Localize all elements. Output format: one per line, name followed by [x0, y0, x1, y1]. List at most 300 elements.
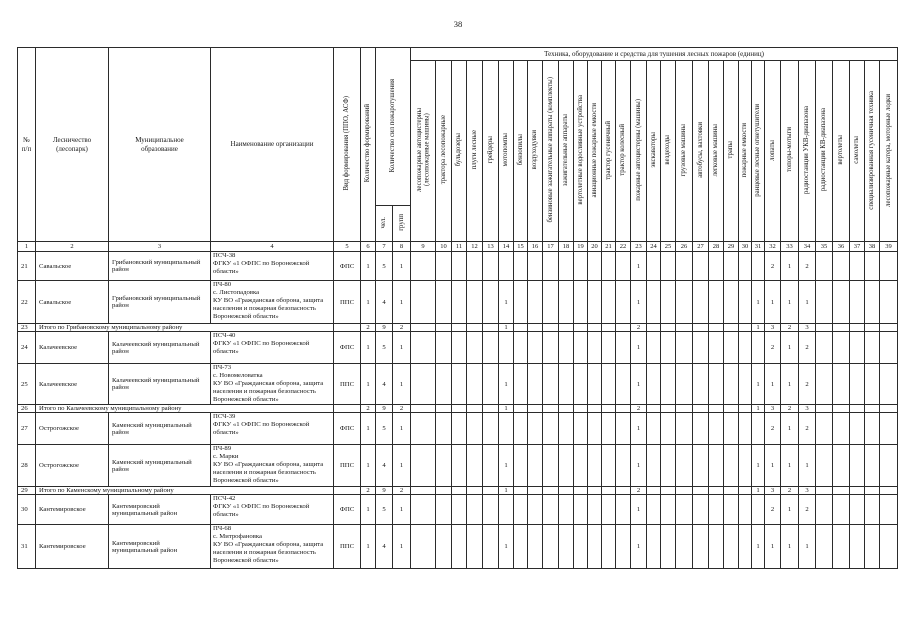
formation-kind-cell — [334, 445, 361, 487]
header-equipment-25-label: вездеходы — [664, 135, 672, 165]
equipment-cell-22 — [616, 413, 631, 445]
personnel-count-cell-text: 4 — [382, 462, 386, 469]
equipment-cell-18 — [559, 495, 574, 525]
header-equipment-26 — [676, 61, 693, 242]
equipment-cell-29 — [724, 413, 739, 445]
header-equipment-10-label: трактора лесопожарные — [439, 115, 447, 185]
equipment-cell-32-text: 1 — [770, 380, 775, 388]
column-number-9 — [411, 242, 436, 252]
equipment-cell-17 — [543, 413, 559, 445]
equipment-cell-10 — [436, 324, 452, 332]
equipment-cell-31 — [752, 324, 765, 332]
equipment-cell-33-text: 1 — [787, 380, 792, 388]
forestry-cell — [36, 495, 109, 525]
equipment-cell-9 — [411, 413, 436, 445]
equipment-cell-20 — [588, 364, 602, 405]
equipment-cell-22 — [616, 324, 631, 332]
equipment-cell-27 — [693, 252, 709, 281]
equipment-cell-31 — [752, 413, 765, 445]
equipment-cell-19 — [574, 252, 588, 281]
equipment-cell-23 — [631, 252, 647, 281]
row-number-cell — [18, 495, 36, 525]
equipment-cell-10 — [436, 445, 452, 487]
equipment-cell-17 — [543, 364, 559, 405]
equipment-cell-34 — [799, 525, 816, 569]
column-number-label: 6 — [366, 243, 370, 250]
column-number-label: 39 — [885, 243, 892, 250]
equipment-cell-14-text: 1 — [504, 405, 508, 412]
equipment-cell-23-text: 2 — [636, 324, 641, 331]
equipment-cell-36 — [833, 487, 850, 495]
fire-resources-table — [17, 47, 898, 569]
equipment-cell-32-text: 3 — [770, 405, 775, 412]
formations-count-cell-text: 2 — [366, 324, 370, 331]
personnel-count-cell-text: 5 — [382, 262, 386, 270]
equipment-cell-23-text: 1 — [636, 425, 641, 432]
header-equipment-36-label: вертолеты — [837, 135, 845, 165]
equipment-cell-36 — [833, 324, 850, 332]
formation-kind-cell-text: ППС — [339, 380, 355, 388]
organization-cell — [211, 252, 334, 281]
municipality-cell-text: Кантемировский муниципальный район — [112, 539, 178, 554]
equipment-cell-32-text: 2 — [770, 262, 775, 270]
equipment-cell-20 — [588, 413, 602, 445]
organization-cell — [211, 281, 334, 324]
column-number-label: 9 — [421, 243, 425, 250]
total-row — [18, 405, 898, 413]
equipment-cell-12 — [467, 495, 483, 525]
column-number-label: 32 — [769, 243, 776, 250]
equipment-cell-19 — [574, 405, 588, 413]
column-number-17 — [543, 242, 559, 252]
groups-count-cell — [393, 413, 411, 445]
personnel-count-cell — [376, 281, 393, 324]
equipment-cell-23-text: 1 — [636, 506, 641, 513]
equipment-cell-30 — [739, 324, 752, 332]
row-number-cell — [18, 487, 36, 495]
equipment-cell-27 — [693, 364, 709, 405]
header-organization-label: Наименование организации — [230, 140, 314, 149]
header-equipment-25 — [661, 61, 676, 242]
equipment-cell-33 — [781, 413, 799, 445]
header-equipment-22-label: трактор колесный — [619, 124, 627, 176]
header-equipment-31-label: ранцевые лесные огнетушители — [754, 103, 762, 197]
equipment-cell-37 — [850, 405, 865, 413]
equipment-cell-25 — [661, 364, 676, 405]
groups-count-cell — [393, 252, 411, 281]
column-number-2 — [36, 242, 109, 252]
total-label-cell — [36, 487, 334, 495]
column-number-11 — [452, 242, 467, 252]
groups-count-cell — [393, 445, 411, 487]
municipality-cell — [109, 413, 211, 445]
organization-cell-text: ПЧ-73 с. Новомеловатка КУ ВО «Гражданская оборона, защита населения и пожарная безопасность Воронежской области» — [213, 364, 324, 403]
groups-count-cell-text: 1 — [399, 262, 404, 270]
equipment-cell-31 — [752, 252, 765, 281]
equipment-cell-34-text: 2 — [805, 380, 809, 388]
forestry-cell-text: Кантемировское — [39, 543, 86, 550]
groups-count-cell — [393, 525, 411, 569]
equipment-cell-34-text: 1 — [805, 298, 809, 306]
formation-kind-cell-text: ФПС — [339, 506, 355, 513]
equipment-cell-38 — [865, 364, 880, 405]
organization-cell-text: ПСЧ-38 ФГКУ «1 ОФПС по Воронежской области» — [213, 252, 310, 275]
equipment-cell-11 — [452, 487, 467, 495]
formations-count-cell-text: 2 — [366, 487, 370, 494]
equipment-cell-25 — [661, 324, 676, 332]
column-number-30 — [739, 242, 752, 252]
column-number-26 — [676, 242, 693, 252]
equipment-cell-11 — [452, 332, 467, 364]
equipment-cell-12 — [467, 324, 483, 332]
formations-count-cell-text: 1 — [366, 543, 370, 550]
row-number-cell-text: 24 — [21, 344, 28, 351]
equipment-cell-35 — [816, 364, 833, 405]
equipment-cell-38 — [865, 324, 880, 332]
equipment-cell-34-text: 3 — [805, 405, 809, 412]
header-row-number-label: № п/п — [21, 136, 32, 153]
column-number-label: 26 — [680, 243, 688, 250]
equipment-cell-9 — [411, 405, 436, 413]
equipment-cell-11 — [452, 495, 467, 525]
equipment-cell-27 — [693, 487, 709, 495]
equipment-cell-28 — [709, 252, 724, 281]
row-number-cell-text: 26 — [21, 405, 28, 412]
row-number-cell — [18, 525, 36, 569]
column-number-label: 29 — [727, 243, 735, 250]
equipment-cell-16 — [528, 445, 543, 487]
municipality-cell — [109, 252, 211, 281]
equipment-cell-37 — [850, 281, 865, 324]
header-equipment-32-label: лопаты — [768, 139, 776, 161]
equipment-cell-14 — [499, 495, 514, 525]
equipment-cell-10 — [436, 364, 452, 405]
equipment-cell-28 — [709, 413, 724, 445]
equipment-cell-34-text: 3 — [805, 324, 809, 331]
column-number-20 — [588, 242, 602, 252]
groups-count-cell — [393, 495, 411, 525]
header-equipment-38 — [865, 61, 880, 242]
equipment-cell-17 — [543, 445, 559, 487]
column-number-15 — [514, 242, 528, 252]
header-equipment-22 — [616, 61, 631, 242]
header-equipment-12-label: плуги лесные — [470, 130, 478, 170]
table-row — [18, 281, 898, 324]
equipment-cell-24 — [647, 324, 661, 332]
forestry-cell — [36, 281, 109, 324]
equipment-cell-20 — [588, 332, 602, 364]
header-row-4 — [18, 242, 898, 252]
total-row — [18, 324, 898, 332]
equipment-cell-14 — [499, 281, 514, 324]
equipment-cell-24 — [647, 252, 661, 281]
equipment-cell-9 — [411, 252, 436, 281]
forestry-cell — [36, 525, 109, 569]
header-equipment-32 — [765, 61, 781, 242]
equipment-cell-9 — [411, 525, 436, 569]
equipment-cell-18 — [559, 445, 574, 487]
equipment-cell-32 — [765, 525, 781, 569]
equipment-cell-9 — [411, 281, 436, 324]
equipment-cell-24 — [647, 487, 661, 495]
header-equipment-24 — [647, 61, 661, 242]
formation-kind-cell — [334, 525, 361, 569]
groups-count-cell-text: 2 — [399, 487, 404, 494]
equipment-cell-33-text: 1 — [787, 298, 792, 306]
header-equipment-12 — [467, 61, 483, 242]
equipment-cell-14-text: 1 — [504, 380, 508, 388]
equipment-cell-39 — [880, 324, 898, 332]
equipment-cell-25 — [661, 525, 676, 569]
equipment-cell-30 — [739, 252, 752, 281]
equipment-cell-33 — [781, 281, 799, 324]
equipment-cell-32 — [765, 364, 781, 405]
header-equipment-28 — [709, 61, 724, 242]
equipment-cell-9 — [411, 495, 436, 525]
forestry-cell — [36, 445, 109, 487]
equipment-cell-34 — [799, 495, 816, 525]
personnel-count-cell-text: 5 — [382, 506, 386, 513]
equipment-cell-33 — [781, 405, 799, 413]
forestry-cell-text: Острогожское — [39, 425, 80, 432]
equipment-cell-17 — [543, 495, 559, 525]
equipment-cell-36 — [833, 281, 850, 324]
equipment-cell-12 — [467, 525, 483, 569]
column-number-19 — [574, 242, 588, 252]
equipment-cell-39 — [880, 487, 898, 495]
equipment-cell-39 — [880, 405, 898, 413]
equipment-cell-33-text: 2 — [787, 487, 792, 494]
municipality-cell-text: Калачеевский муниципальный район — [112, 377, 200, 391]
column-number-label: 31 — [754, 243, 762, 250]
equipment-cell-27 — [693, 413, 709, 445]
equipment-cell-37 — [850, 364, 865, 405]
equipment-cell-36 — [833, 445, 850, 487]
equipment-cell-34-text: 2 — [805, 506, 809, 513]
column-number-27 — [693, 242, 709, 252]
personnel-count-cell-text: 5 — [382, 425, 386, 432]
equipment-cell-35 — [816, 252, 833, 281]
formation-kind-cell-text: ФПС — [339, 344, 355, 351]
row-number-cell-text: 27 — [21, 425, 28, 432]
forestry-cell — [36, 332, 109, 364]
equipment-cell-18 — [559, 405, 574, 413]
equipment-cell-37 — [850, 324, 865, 332]
header-equipment-29-label: трапы — [727, 141, 735, 159]
equipment-cell-29 — [724, 281, 739, 324]
column-number-6 — [361, 242, 376, 252]
organization-cell-text: ПСЧ-40 ФГКУ «1 ОФПС по Воронежской области» — [213, 332, 310, 355]
column-number-label: 19 — [577, 243, 584, 250]
equipment-cell-33-text: 1 — [787, 344, 792, 351]
column-number-34 — [799, 242, 816, 252]
equipment-cell-14-text: 1 — [504, 298, 508, 306]
equipment-cell-33-text: 1 — [787, 425, 792, 432]
equipment-cell-29 — [724, 487, 739, 495]
row-number-cell — [18, 445, 36, 487]
personnel-count-cell — [376, 495, 393, 525]
table-row — [18, 525, 898, 569]
equipment-cell-20 — [588, 252, 602, 281]
equipment-cell-38 — [865, 332, 880, 364]
page-number: 38 — [453, 19, 463, 29]
equipment-cell-14 — [499, 525, 514, 569]
column-number-label: 25 — [664, 243, 672, 250]
header-groups — [393, 206, 411, 242]
equipment-cell-13 — [483, 324, 499, 332]
equipment-cell-38 — [865, 413, 880, 445]
equipment-cell-17 — [543, 252, 559, 281]
column-number-label: 4 — [270, 243, 274, 250]
equipment-cell-39 — [880, 413, 898, 445]
equipment-cell-24 — [647, 405, 661, 413]
equipment-cell-13 — [483, 413, 499, 445]
equipment-cell-35 — [816, 495, 833, 525]
equipment-cell-14 — [499, 364, 514, 405]
column-number-label: 17 — [547, 243, 554, 250]
equipment-cell-18 — [559, 525, 574, 569]
header-equipment-28-label: легковые машины — [712, 123, 720, 177]
equipment-cell-32-text: 1 — [770, 298, 775, 306]
column-number-37 — [850, 242, 865, 252]
personnel-count-cell — [376, 487, 393, 495]
equipment-cell-16 — [528, 525, 543, 569]
equipment-cell-36 — [833, 413, 850, 445]
column-number-label: 35 — [820, 243, 828, 250]
header-equipment-19-label: вертолетные водосливные устройства — [576, 95, 584, 205]
table-row — [18, 495, 898, 525]
equipment-cell-31 — [752, 445, 765, 487]
equipment-cell-12 — [467, 405, 483, 413]
equipment-cell-21 — [602, 281, 616, 324]
equipment-cell-15 — [514, 252, 528, 281]
equipment-cell-17 — [543, 525, 559, 569]
formations-count-cell-text: 1 — [366, 506, 370, 513]
equipment-cell-23 — [631, 445, 647, 487]
personnel-count-cell — [376, 364, 393, 405]
table-row — [18, 445, 898, 487]
header-equipment-18 — [559, 61, 574, 242]
equipment-cell-24 — [647, 495, 661, 525]
header-formation-kind — [334, 48, 361, 242]
header-equipment-34-label: радиостанции УКВ-диапазона — [803, 106, 811, 194]
header-organization — [211, 48, 334, 242]
formation-kind-cell-text: ППС — [339, 543, 355, 550]
header-equipment-16 — [528, 61, 543, 242]
equipment-cell-30 — [739, 405, 752, 413]
equipment-cell-29 — [724, 445, 739, 487]
equipment-cell-38 — [865, 445, 880, 487]
total-label-cell — [36, 405, 334, 413]
equipment-cell-34 — [799, 281, 816, 324]
equipment-cell-15 — [514, 324, 528, 332]
equipment-cell-23 — [631, 281, 647, 324]
equipment-cell-19 — [574, 525, 588, 569]
equipment-cell-25 — [661, 487, 676, 495]
forestry-cell-text: Калачеевское — [39, 380, 78, 388]
municipality-cell-text: Грибановский муниципальный район — [112, 295, 201, 309]
equipment-cell-14 — [499, 445, 514, 487]
equipment-cell-15 — [514, 364, 528, 405]
column-number-35 — [816, 242, 833, 252]
equipment-cell-19 — [574, 364, 588, 405]
column-number-12 — [467, 242, 483, 252]
groups-count-cell — [393, 281, 411, 324]
header-equipment-27-label: автобусы, вахтовки — [696, 122, 704, 178]
equipment-cell-14 — [499, 405, 514, 413]
formations-count-cell — [361, 413, 376, 445]
equipment-cell-24 — [647, 445, 661, 487]
equipment-cell-17 — [543, 405, 559, 413]
equipment-cell-19 — [574, 413, 588, 445]
formations-count-cell — [361, 281, 376, 324]
equipment-cell-19 — [574, 332, 588, 364]
column-number-31 — [752, 242, 765, 252]
equipment-cell-21 — [602, 405, 616, 413]
column-number-29 — [724, 242, 739, 252]
column-number-label: 3 — [157, 243, 162, 250]
equipment-cell-21 — [602, 445, 616, 487]
column-number-label: 18 — [562, 243, 570, 250]
equipment-cell-23 — [631, 332, 647, 364]
groups-count-cell-text: 2 — [399, 324, 404, 331]
equipment-cell-21 — [602, 487, 616, 495]
equipment-cell-16 — [528, 405, 543, 413]
equipment-cell-25 — [661, 445, 676, 487]
row-number-cell — [18, 332, 36, 364]
column-number-label: 15 — [517, 243, 524, 250]
equipment-cell-32 — [765, 413, 781, 445]
equipment-cell-39 — [880, 445, 898, 487]
column-number-28 — [709, 242, 724, 252]
equipment-cell-35 — [816, 324, 833, 332]
header-municipality-label: Муниципальное образование — [135, 136, 184, 153]
equipment-cell-21 — [602, 413, 616, 445]
header-equipment-33-label: топоры-мотыги — [785, 127, 793, 173]
equipment-cell-27 — [693, 405, 709, 413]
equipment-cell-32 — [765, 324, 781, 332]
organization-cell — [211, 364, 334, 405]
equipment-cell-23 — [631, 487, 647, 495]
equipment-cell-20 — [588, 495, 602, 525]
header-forces-count-label: Количество сил пожаротушения — [389, 78, 397, 173]
equipment-cell-39 — [880, 281, 898, 324]
equipment-cell-15 — [514, 487, 528, 495]
equipment-cell-23-text: 1 — [636, 298, 641, 306]
formation-kind-cell-text: ФПС — [339, 425, 355, 432]
equipment-cell-33 — [781, 487, 799, 495]
equipment-cell-10 — [436, 495, 452, 525]
equipment-cell-32-text: 3 — [770, 324, 775, 331]
equipment-cell-34-text: 1 — [805, 543, 809, 550]
equipment-cell-38 — [865, 495, 880, 525]
equipment-cell-38 — [865, 525, 880, 569]
equipment-cell-39 — [880, 495, 898, 525]
column-number-label: 23 — [635, 243, 642, 250]
groups-count-cell — [393, 487, 411, 495]
equipment-cell-26 — [676, 364, 693, 405]
equipment-cell-33 — [781, 324, 799, 332]
equipment-cell-39 — [880, 252, 898, 281]
equipment-cell-30 — [739, 364, 752, 405]
equipment-cell-13 — [483, 495, 499, 525]
equipment-cell-29 — [724, 252, 739, 281]
equipment-cell-18 — [559, 252, 574, 281]
equipment-cell-20 — [588, 405, 602, 413]
total-label-cell-text: Итого по Калачеевскому муниципальному району — [39, 405, 182, 412]
column-number-label: 2 — [70, 243, 74, 250]
equipment-cell-36 — [833, 364, 850, 405]
